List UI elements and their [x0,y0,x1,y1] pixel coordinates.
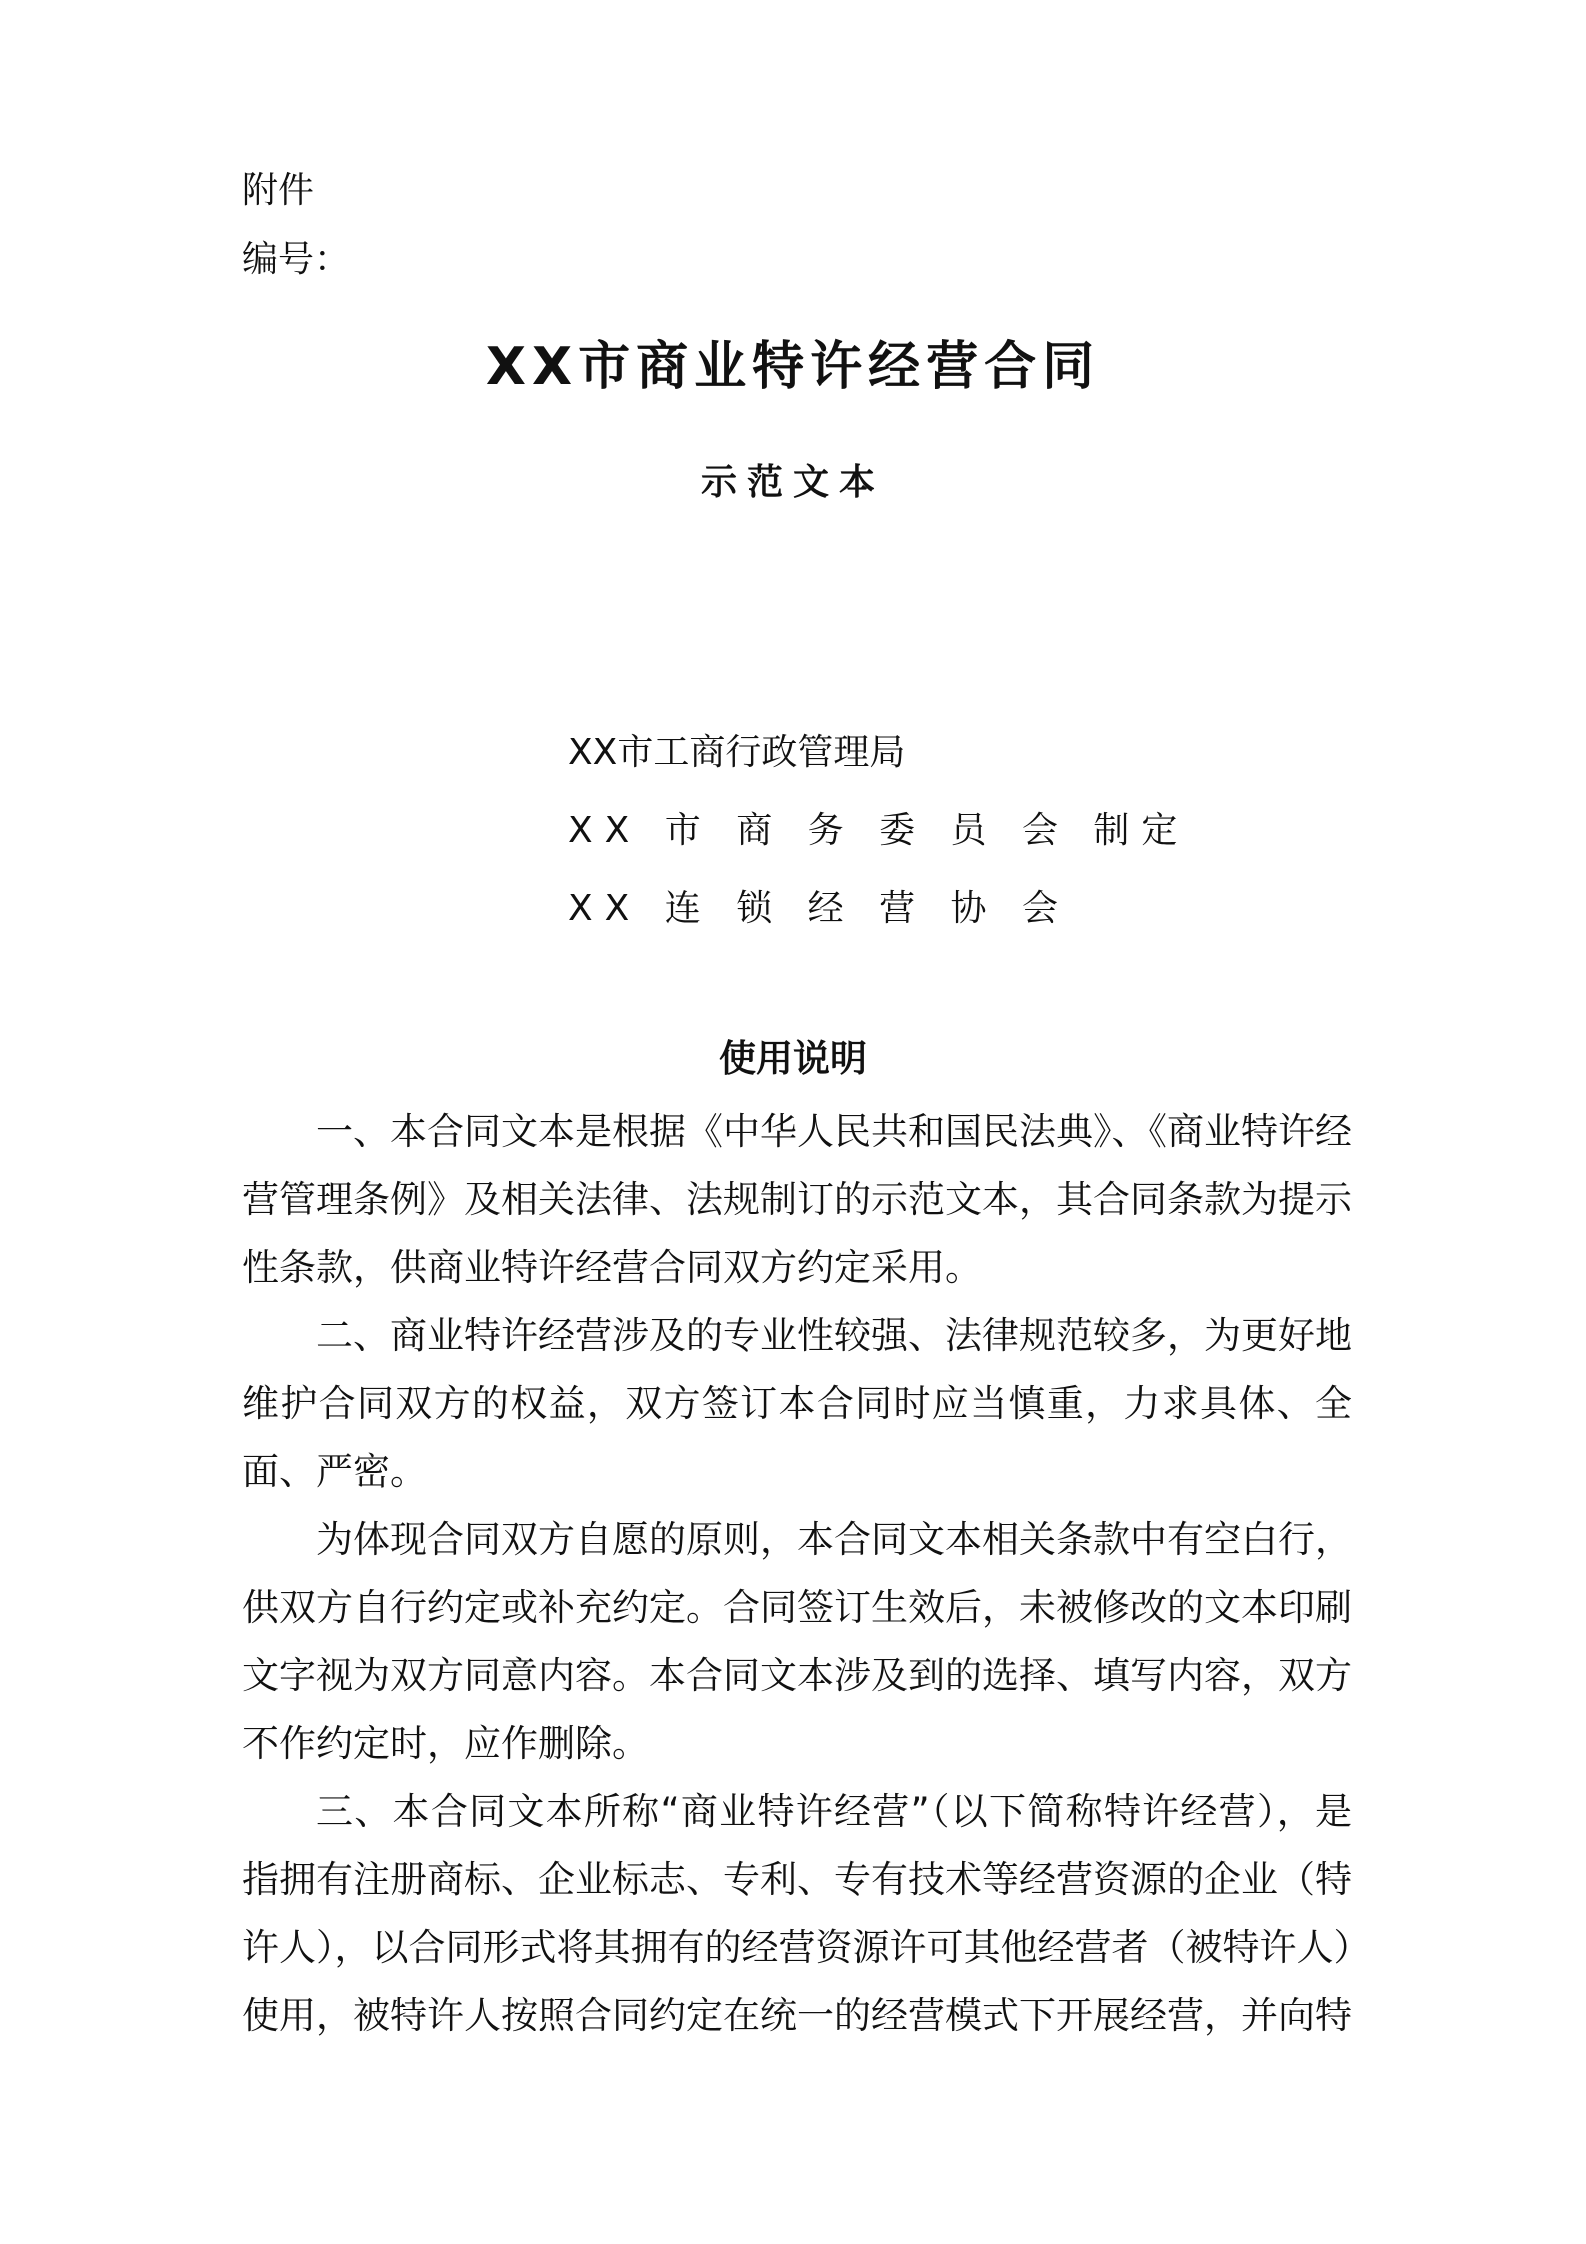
document-title: XX市商业特许经营合同 [485,337,1101,397]
contract-number-label: 编号： [242,239,351,280]
instructions-paragraph: 一、本合同文本是根据《中华人民共和国民法典》、《商业特许经营管理条例》及相关法律、法规制订的示范文本，其合同条款为提示性条款，供商业特许经营合同双方约定采用。 [242,1110,1352,1289]
issuer-item: XX 连 锁 经 营 协 会 [568,888,1070,929]
document-subtitle: 示范文本 [700,462,885,503]
instructions-paragraph: 为体现合同双方自愿的原则，本合同文本相关条款中有空白行，供双方自行约定或补充约定。合同签订生效后，未被修改的文本印刷文字视为双方同意内容。本合同文本涉及到的选择、填写内容，双方不作约定时，应作删除。 [242,1518,1352,1765]
instructions-paragraph: 三、本合同文本所称“商业特许经营”（以下简称特许经营），是指拥有注册商标、企业标志、专利、专有技术等经营资源的企业（特许人），以合同形式将其拥有的经营资源许可其他经营者（被特许人）使用，被特许人按照合同约定在统一的经营模式下开展经营，并向特 [242,1790,1352,2037]
issuer-item: XX 市 商 务 委 员 会 制定 [568,810,1190,851]
instructions-heading: 使用说明 [719,1037,867,1080]
instructions-body [242,1098,1352,2050]
attachment-label: 附件 [242,170,315,211]
issuer-item: XX市工商行政管理局 [568,732,906,773]
instructions-paragraph: 二、商业特许经营涉及的专业性较强、法律规范较多，为更好地维护合同双方的权益，双方签订本合同时应当慎重，力求具体、全面、严密。 [242,1314,1352,1493]
issuer-list [568,728,1189,962]
